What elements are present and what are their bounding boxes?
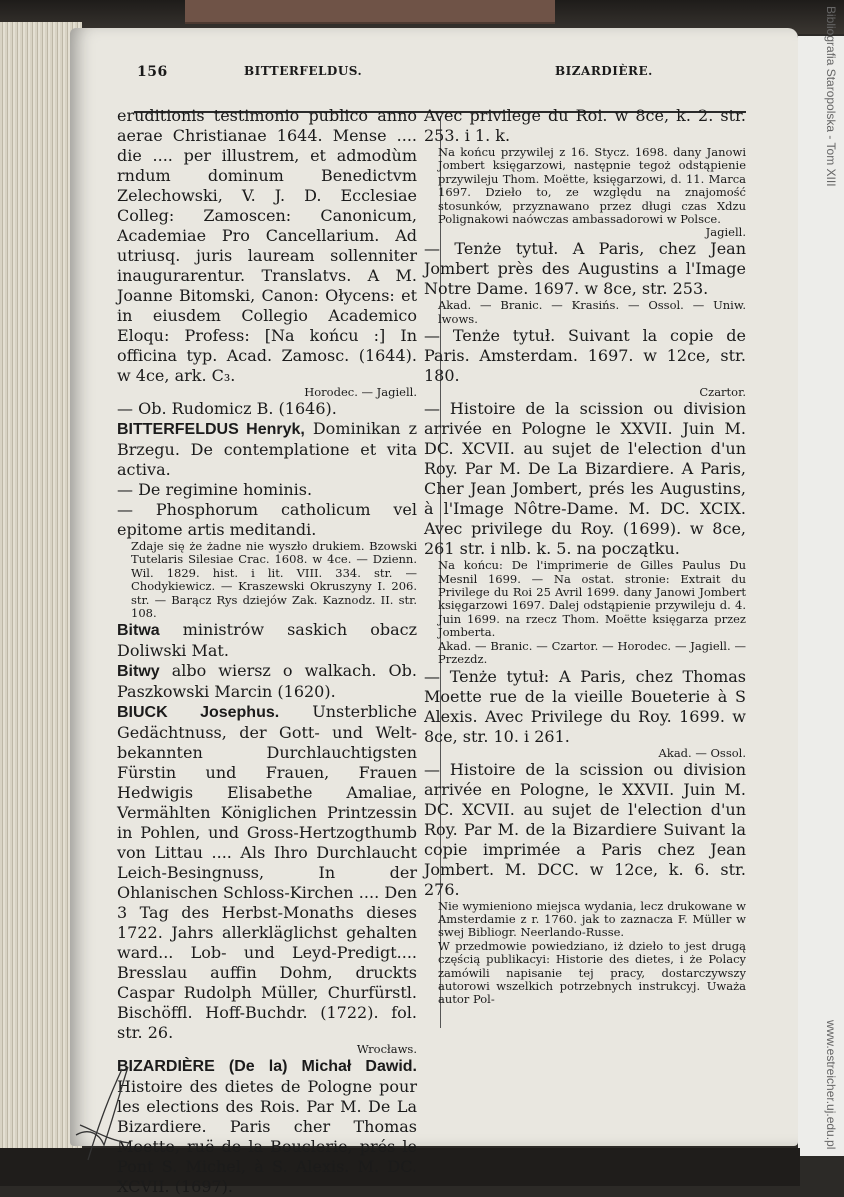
note-text: Nie wymieniono miejsca wydania, lecz drukowane w Amsterdamie z r. 1760. jak to zaznacza F. Müller w swej Bibliogr. Neerlando-Russe. xyxy=(438,898,746,940)
entry-heading: Bitwy xyxy=(117,663,160,681)
note-text: Na końcu: De l'imprimerie de Gilles Paulus Du Mesnil 1699. — Na ostat. stronie: Extrait du Privilege du Roi 25 Avril 1699. dany Janowi Jombert księgarzowi 1697. Dalej odstąpienie przywileju d. 4. Juin 1699. na rzecz Thom. Moëtte księgarza przez Jomberta. xyxy=(438,558,746,640)
bibliography-entry xyxy=(117,419,417,480)
paragraph: — De regimine hominis. xyxy=(117,480,313,499)
running-head-left: BITTERFELDUS. xyxy=(244,64,363,78)
entry-text: albo wiersz o walkach. Ob. Paszkowski Marcin (1620). xyxy=(117,661,417,702)
library-location: Akad. — Ossol. xyxy=(658,745,746,760)
entry-text: ministrów saskich obacz Doliwski Mat. xyxy=(117,620,417,661)
running-head-right: BIZARDIÈRE. xyxy=(555,64,653,78)
entry-text: Dominikan z Brzegu. De contemplatione et vita activa. xyxy=(117,419,417,479)
entry-text: Histoire des dietes de Pologne pour les elections des Rois. Par M. De La Bizardiere. Paris cher Thomas Moette, ruë de la Bouclerie, prés le Pont S. Michel, à S. Alexis. M. DC. XCVII. (1697). xyxy=(117,1077,417,1197)
bibliography-entry xyxy=(117,620,417,661)
paragraph: — Histoire de la scission ou division arrivée en Pologne, le XXVII. Juin M. DC. XCVII. au sujet de l'election d'un Roy. Par M. de la Bizardiere Suivant la copie imprimée a Paris chez Jean Jombert. M. DCC. w 12ce, k. 6. str. 276. xyxy=(424,759,746,899)
note-text: Na końcu przywilej z 16. Stycz. 1698. dany Janowi Jombert księgarzowi, następnie tegoż odstąpienie przywileju Thom. Moëtte, księgarzowi, d. 11. Marca 1697. Dzieło to, ze względu na znajomość stosunków, przyznawano przez długi czas Xdzu Polignakowi naówczas ambassadorowi w Polsce. xyxy=(438,145,746,227)
entry-heading: Bitwa xyxy=(117,622,160,640)
binding-cloth xyxy=(185,0,555,24)
paragraph: — Ob. Rudomicz B. (1646). xyxy=(117,399,337,418)
paragraph: Avec privilege du Roi. w 8ce, k. 2. str. 253. i 1. k. xyxy=(424,106,746,145)
note-text: Akad. — Branic. — Krasińs. — Ossol. — Uniw. lwows. xyxy=(438,298,746,326)
paragraph: — Tenże tytuł: A Paris, chez Thomas Moette rue de la vieille Boueterie à S Alexis. Avec Privilege du Roy. 1699. w 8ce, str. 10. i 261. xyxy=(424,666,746,746)
bibliography-entry xyxy=(117,661,417,702)
side-label-url: www.estreicher.uj.edu.pl xyxy=(824,1020,838,1150)
side-label-title: Bibliografia Staropolska - Tom XIII xyxy=(824,6,838,187)
page-number: 156 xyxy=(137,64,168,80)
paragraph: — Tenże tytuł. A Paris, chez Jean Jombert près des Augustins a l'Image Notre Dame. 1697. w 8ce, str. 253. xyxy=(424,239,746,299)
library-location: Horodec. — Jagiell. xyxy=(304,385,417,399)
entry-heading: BIZARDIÈRE (De la) Michał Dawid. xyxy=(117,1058,417,1076)
library-location: Czartor. xyxy=(699,385,746,400)
left-column xyxy=(117,106,417,1197)
entry-text: Unsterbliche Gedächtnuss, der Gott- und Welt-bekannten Durchlauchtigsten Fürstin und Frauen, Frauen Hedwigis Elisabethe Amaliae, Vermählten Königlichen Printzessin in Pohlen, und Gross-Hertzogthumb von Littau .... Als Ihro Durchlaucht Leich-Besingnuss, In der Ohlanischen Schloss-Kirchen .... Den 3 Tag des Herbst-Monaths dieses 1722. Jahrs allerkläglichst gehalten ward... Lob- und Leyd-Predigt.... Bresslau auffin Dohm, druckts Caspar Rudolph Müller, Churfürstl. Bischöffl. Hoff-Buchdr. (1722). fol. str. 26. xyxy=(117,702,417,1043)
note-text: Zdaje się że żadne nie wyszło drukiem. Bzowski Tutelaris Silesiae Crac. 1608. w 4ce. — Dzienn. Wil. 1829. hist. i lit. VIII. 334. str. — Chodykiewicz. — Kraszewski Okruszyny I. 206. str. — Barącz Rys dziejów Zak. Kaznodz. II. str. 108. xyxy=(131,539,417,621)
note-text: Akad. — Branic. — Czartor. — Horodec. — Jagiell. — Przezdz. xyxy=(438,638,746,667)
paragraph: — Phosphorum catholicum vel epitome artis meditandi. xyxy=(117,500,417,539)
bibliography-entry xyxy=(117,702,417,1043)
right-column xyxy=(424,106,746,1007)
library-location: Wrocławs. xyxy=(356,1042,417,1057)
signature-mark xyxy=(70,1065,140,1165)
bibliography-entry xyxy=(117,1056,417,1197)
paragraph: eruditionis testimonio publico anno aerae Christianae 1644. Mense .... die .... per illustrem, et admodùm rndum dominum Benedictvm Zelechowski, V. J. D. Ecclesiae Colleg: Zamoscen: Canonicum, Academiae Pro Cancellarium. Ad utriusq. juris lauream sollenniter inaugurarentur. Translatvs. A M. Joanne Bitomski, Canon: Ołycens: et in eiusdem Collegio Academico Eloqu: Profess: [Na końcu :] In officina typ. Acad. Zamosc. (1644). w 4ce, ark. C₃. xyxy=(117,106,417,385)
note-text: W przedmowie powiedziano, iż dzieło to jest drugą częścią publikacyi: Historie des dietes, i że Polacy zamówili napisanie tej pracy, dostarczywszy autorowi wszelkich potrzebnych instrukcyj. Uważa autor Pol- xyxy=(438,938,746,1007)
entry-heading: BITTERFELDUS Henryk, xyxy=(117,421,305,438)
entry-heading: BIUCK Josephus. xyxy=(117,704,280,722)
paragraph: — Tenże tytuł. Suivant la copie de Paris. Amsterdam. 1697. w 12ce, str. 180. xyxy=(424,326,746,386)
paragraph: — Histoire de la scission ou division arrivée en Pologne le XXVII. Juin M. DC. XCVII. au sujet de l'election d'un Roy. Par M. De La Bizardiere. A Paris, Cher Jean Jombert, prés les Augustins, à l'Image Nôtre-Dame. M. DC. XCIX. Avec privilege du Roy. (1699). w 8ce, 261 str. i nlb. k. 5. na początku. xyxy=(424,399,746,559)
library-location: Jagiell. xyxy=(705,225,746,240)
